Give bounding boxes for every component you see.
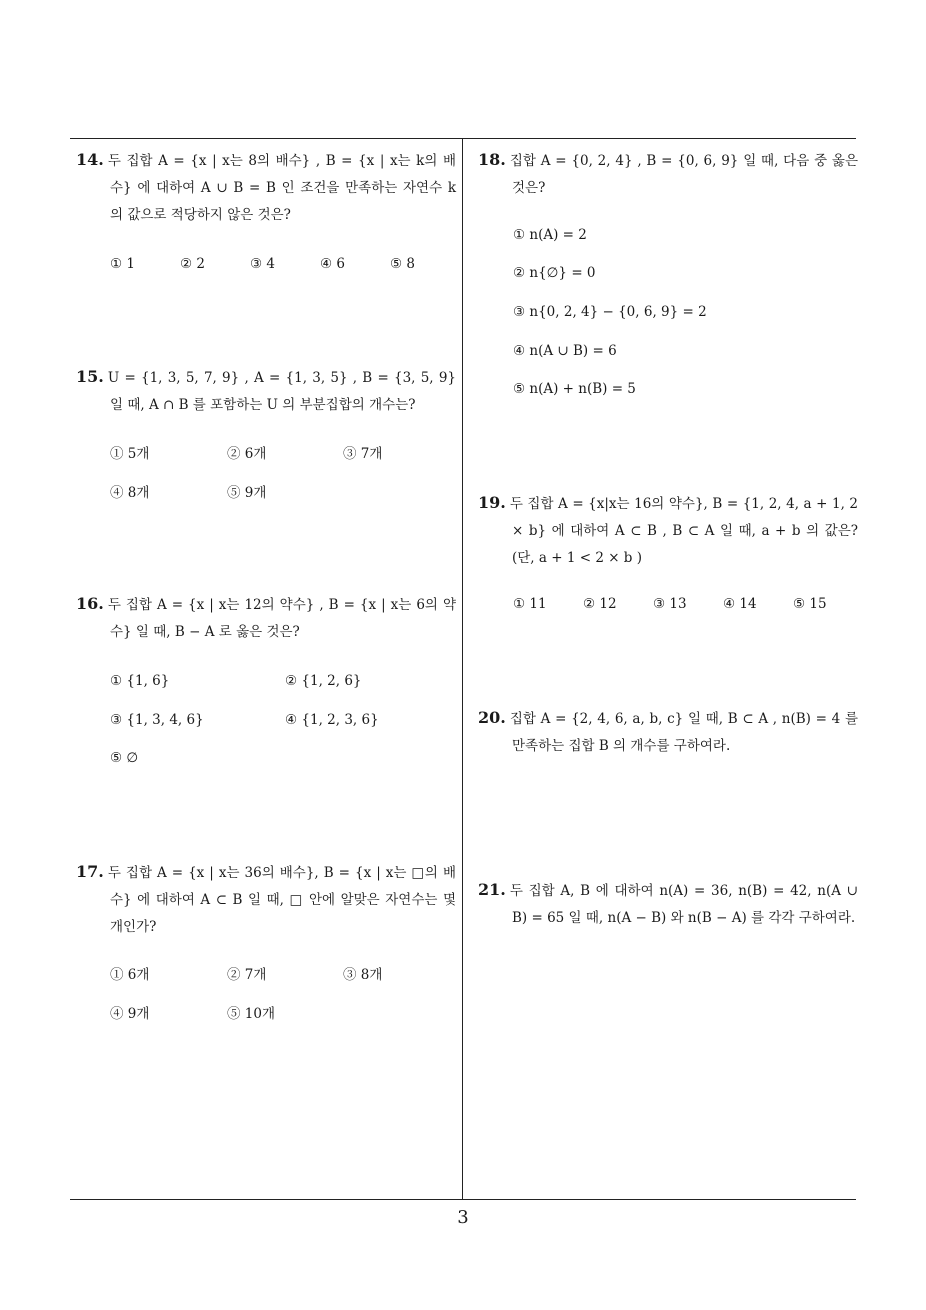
top-rule: [70, 138, 856, 139]
choice-5[interactable]: ⑤ 15: [793, 596, 827, 612]
question-19: [478, 489, 858, 572]
question-text: 집합 A = {0, 2, 4} , B = {0, 6, 9} 일 때, 다음 중 옳은 것은?: [509, 153, 858, 196]
question-number: 19.: [478, 493, 506, 512]
question-14: [76, 146, 456, 229]
choice-1[interactable]: ① {1, 6}: [110, 673, 170, 689]
question-text: 두 집합 A = {x | x는 36의 배수}, B = {x | x는 □의 배수} 에 대하여 A ⊂ B 일 때, □ 안에 알맞은 자연수는 몇 개인가?: [107, 865, 456, 935]
choice-3[interactable]: ③ {1, 3, 4, 6}: [110, 712, 204, 728]
question-number: 21.: [478, 880, 506, 899]
choice-1[interactable]: ① 6개: [110, 967, 150, 983]
choice-2[interactable]: ② 7개: [227, 967, 267, 983]
choice-2[interactable]: ② {1, 2, 6}: [285, 673, 362, 689]
question-number: 15.: [76, 367, 104, 386]
choice-1[interactable]: ① 5개: [110, 446, 150, 462]
question-text: U = {1, 3, 5, 7, 9} , A = {1, 3, 5} , B = {3, 5, 9} 일 때, A ∩ B 를 포함하는 U 의 부분집합의 개수는?: [107, 370, 456, 413]
question-16: [76, 590, 456, 646]
choice-5[interactable]: ⑤ ∅: [110, 750, 139, 766]
choice-5[interactable]: ⑤ n(A) + n(B) = 5: [513, 381, 636, 397]
choice-3[interactable]: ③ 4: [250, 256, 275, 272]
choice-5[interactable]: ⑤ 8: [390, 256, 415, 272]
question-number: 17.: [76, 862, 104, 881]
question-17: [76, 858, 456, 941]
choice-1[interactable]: ① 1: [110, 256, 135, 272]
bottom-rule: [70, 1199, 856, 1200]
question-text: 두 집합 A, B 에 대하여 n(A) = 36, n(B) = 42, n(A ∪ B) = 65 일 때, n(A − B) 와 n(B − A) 를 각각 구하여라.: [509, 883, 858, 926]
choice-3[interactable]: ③ 7개: [343, 446, 383, 462]
question-21: [478, 876, 858, 932]
question-number: 18.: [478, 150, 506, 169]
choice-4[interactable]: ④ 9개: [110, 1006, 150, 1022]
choice-4[interactable]: ④ 8개: [110, 485, 150, 501]
choice-4[interactable]: ④ {1, 2, 3, 6}: [285, 712, 379, 728]
question-18: [478, 146, 858, 202]
question-number: 20.: [478, 708, 506, 727]
choice-3[interactable]: ③ 13: [653, 596, 687, 612]
choice-2[interactable]: ② 6개: [227, 446, 267, 462]
choice-1[interactable]: ① 11: [513, 596, 547, 612]
choice-5[interactable]: ⑤ 9개: [227, 485, 267, 501]
choice-3[interactable]: ③ n{0, 2, 4} − {0, 6, 9} = 2: [513, 304, 707, 320]
choice-4[interactable]: ④ 6: [320, 256, 345, 272]
choice-3[interactable]: ③ 8개: [343, 967, 383, 983]
choice-2[interactable]: ② 2: [180, 256, 205, 272]
question-20: [478, 704, 858, 760]
choice-2[interactable]: ② n{∅} = 0: [513, 265, 596, 281]
question-number: 14.: [76, 150, 104, 169]
question-15: [76, 363, 456, 419]
question-number: 16.: [76, 594, 104, 613]
choice-1[interactable]: ① n(A) = 2: [513, 227, 587, 243]
question-text: 두 집합 A = {x | x는 12의 약수} , B = {x | x는 6의 약수} 일 때, B − A 로 옳은 것은?: [107, 597, 456, 640]
column-divider: [462, 138, 463, 1200]
choice-5[interactable]: ⑤ 10개: [227, 1006, 276, 1022]
choice-4[interactable]: ④ 14: [723, 596, 757, 612]
question-text: 집합 A = {2, 4, 6, a, b, c} 일 때, B ⊂ A , n(B) = 4 를 만족하는 집합 B 의 개수를 구하여라.: [509, 711, 858, 754]
page-number: 3: [457, 1207, 469, 1228]
choice-4[interactable]: ④ n(A ∪ B) = 6: [513, 343, 617, 359]
choice-2[interactable]: ② 12: [583, 596, 617, 612]
question-text: 두 집합 A = {x|x는 16의 약수}, B = {1, 2, 4, a + 1, 2 × b} 에 대하여 A ⊂ B , B ⊂ A 일 때, a + b 의 값은?(단, a + 1 < 2 × b ): [509, 496, 858, 566]
question-text: 두 집합 A = {x | x는 8의 배수} , B = {x | x는 k의 배수} 에 대하여 A ∪ B = B 인 조건을 만족하는 자연수 k 의 값으로 적당하지 않은 것은?: [107, 153, 456, 223]
